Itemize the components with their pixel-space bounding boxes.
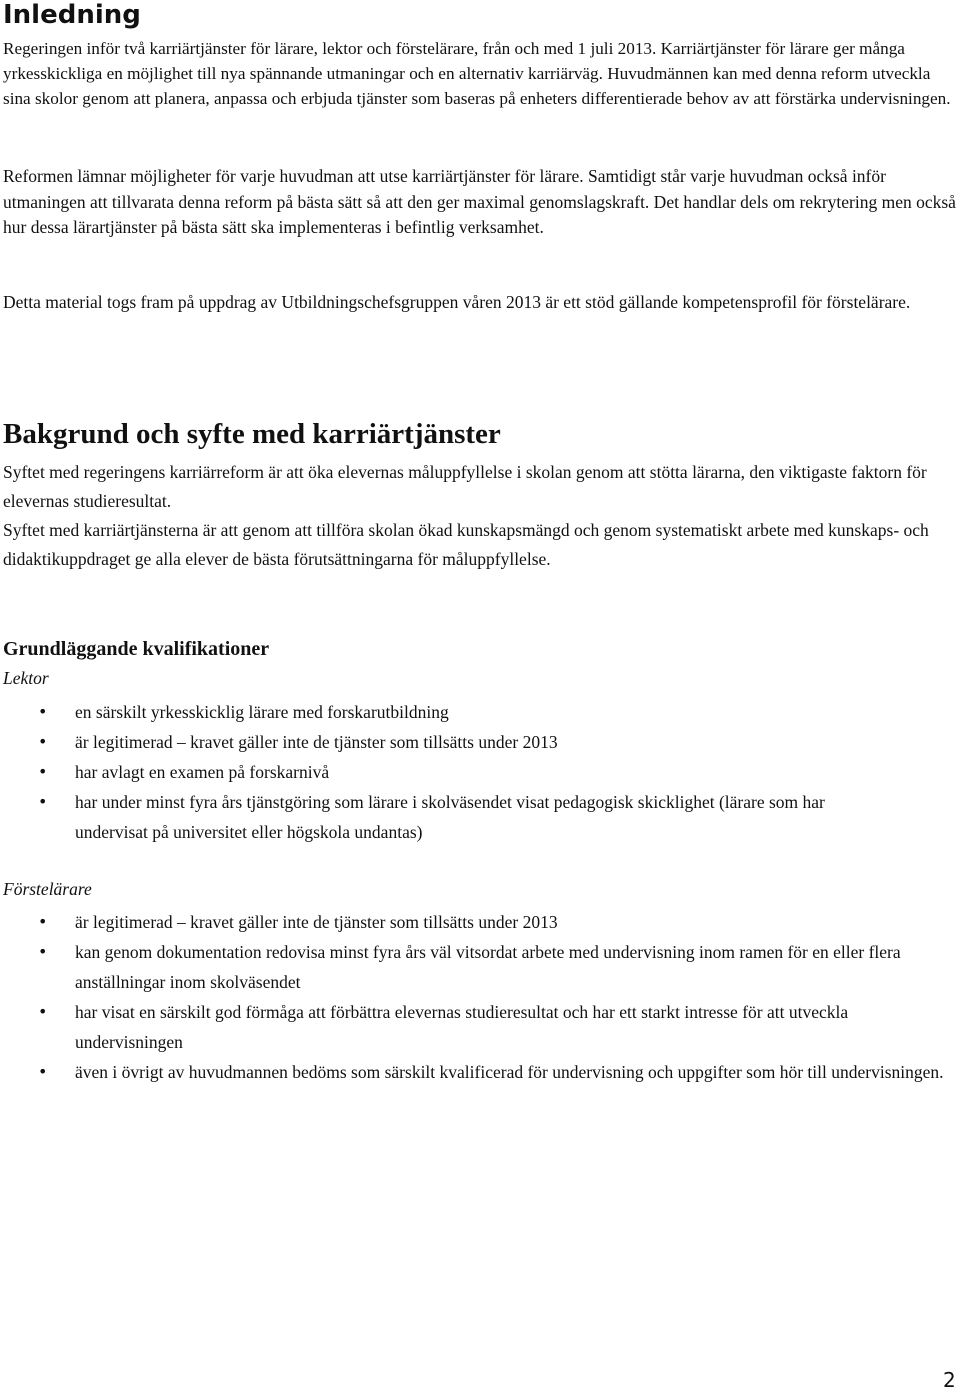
subheading-lektor: Lektor [3, 668, 49, 688]
list-lektor [3, 697, 958, 847]
paragraph-bakgrund-1: Syftet med regeringens karriärreform är att öka elevernas måluppfyllelse i skolan genom att stötta lärarna, den viktigaste faktorn för elevernas studieresultat. [3, 462, 927, 511]
paragraph-intro-1: Regeringen inför två karriärtjänster för lärare, lektor och förstelärare, från och med 1 juli 2013. Karriärtjänster för lärare ger många yrkesskickliga en möjlighet till nya spännande utmaningar och en alternativ karriärväg. Huvudmännen kan med denna reform utveckla sina skolor genom att planera, anpassa och erbjuda tjänster som baseras på enheters differentierade behov av att förstärka undervisningen. [3, 39, 951, 108]
list-item: • är legitimerad – kravet gäller inte de tjänster som tillsätts under 2013 [3, 907, 958, 937]
paragraph-bakgrund-2: Syftet med karriärtjänsterna är att genom att tillföra skolan ökad kunskapsmängd och genom systematiskt arbete med kunskaps- och didaktikuppdraget ge alla elever de bästa förutsättningarna för måluppfyllelse. [3, 520, 929, 569]
heading-inledning: Inledning [3, 0, 141, 30]
subheading-forstelarare: Förstelärare [3, 879, 92, 899]
list-item: • har avlagt en examen på forskarnivå [3, 757, 958, 787]
heading-bakgrund: Bakgrund och syfte med karriärtjänster [3, 418, 501, 450]
list-item: • även i övrigt av huvudmannen bedöms som särskilt kvalificerad för undervisning och uppgifter som hör till undervisningen. [3, 1057, 958, 1087]
list-item: • har visat en särskilt god förmåga att förbättra elevernas studieresultat och har ett starkt intresse för att utveckla undervisningen [3, 997, 958, 1057]
list-forstelarare [3, 907, 958, 1087]
list-item: • en särskilt yrkesskicklig lärare med forskarutbildning [3, 697, 958, 727]
paragraph-intro-2: Reformen lämnar möjligheter för varje huvudman att utse karriärtjänster för lärare. Samtidigt står varje huvudman också inför utmaningen att tillvarata denna reform på bästa sätt så att den ger maximal genomslagskraft. Det handlar dels om rekrytering men också hur dessa lärartjänster på bästa sätt ska implementeras i befintlig verksamhet. [3, 166, 956, 237]
paragraph-intro-3: Detta material togs fram på uppdrag av Utbildningschefsgruppen våren 2013 är ett stöd gällande kompetensprofil för förstelärare. [3, 292, 911, 312]
list-item: • har under minst fyra års tjänstgöring som lärare i skolväsendet visat pedagogisk skicklighet (lärare som har undervisat på universitet eller högskola undantas) [3, 787, 958, 847]
list-item: • är legitimerad – kravet gäller inte de tjänster som tillsätts under 2013 [3, 727, 958, 757]
heading-kvalifikationer: Grundläggande kvalifikationer [3, 638, 270, 660]
list-item: • kan genom dokumentation redovisa minst fyra års väl vitsordat arbete med undervisning inom ramen för en eller flera anställningar inom skolväsendet [3, 937, 958, 997]
